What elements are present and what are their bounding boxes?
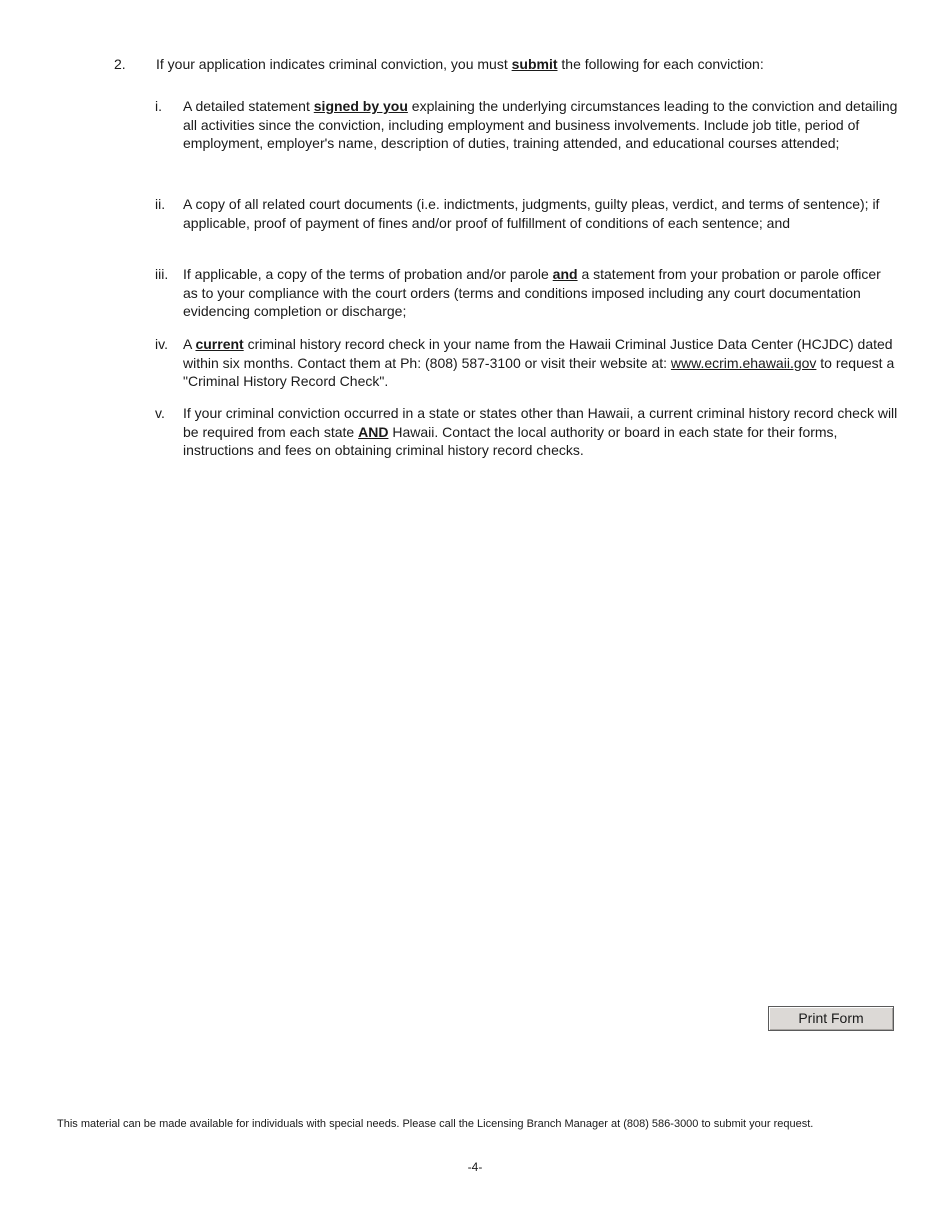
- subitem-numeral: iv.: [155, 336, 168, 352]
- page-number: -4-: [467, 1160, 483, 1174]
- subitem-numeral: iii.: [155, 266, 169, 282]
- subitem-text: If your criminal conviction occurred in a state or states other than Hawaii, a current criminal history record check will be required from each state AND Hawaii. Contact the local authority or board in each state for their forms, instructions and fees on obtaining criminal history record checks.: [183, 405, 898, 459]
- submit-emphasis: submit: [511, 56, 558, 72]
- subitem-text: If applicable, a copy of the terms of probation and/or parole and a statement from your probation or parole officer as to your compliance with the court orders (terms and conditions imposed including any court documentation evidencing completion or discharge;: [183, 266, 881, 320]
- signed-by-you-emphasis: signed by you: [313, 98, 408, 114]
- item-heading: If your application indicates criminal conviction, you must submit the following for each conviction:: [156, 56, 764, 72]
- subitem-text: A copy of all related court documents (i.e. indictments, judgments, guilty pleas, verdict, and terms of sentence); if applicable, proof of payment of fines and/or proof of fulfillment of conditions of each sentence; and: [183, 196, 880, 231]
- item-number: 2.: [114, 56, 126, 72]
- subitem-text: A detailed statement signed by you explaining the underlying circumstances leading to the conviction and detailing all activities since the conviction, including employment and business involvements. Include job title, period of employment, employer's name, description of duties, training attended, and educational courses attended;: [183, 98, 898, 152]
- subitem-numeral: v.: [155, 405, 165, 421]
- current-emphasis: current: [195, 336, 244, 352]
- and-emphasis: and: [552, 266, 578, 282]
- subitem-numeral: ii.: [155, 196, 166, 212]
- and-caps-emphasis: AND: [358, 423, 389, 440]
- subitem-text: A current criminal history record check in your name from the Hawaii Criminal Justice Data Center (HCJDC) dated within six months. Contact them at Ph: (808) 587-3100 or visit their website at: www.ecrim.ehawaii.gov to request a "Criminal History Record Check".: [183, 336, 895, 390]
- subitem-numeral: i.: [155, 98, 162, 114]
- accessibility-note: This material can be made available for individuals with special needs. Please call the Licensing Branch Manager at (808) 586-3000 to submit your request.: [57, 1118, 814, 1130]
- hcjdc-website-link[interactable]: www.ecrim.ehawaii.gov: [670, 354, 817, 371]
- print-form-button[interactable]: Print Form: [768, 1006, 894, 1031]
